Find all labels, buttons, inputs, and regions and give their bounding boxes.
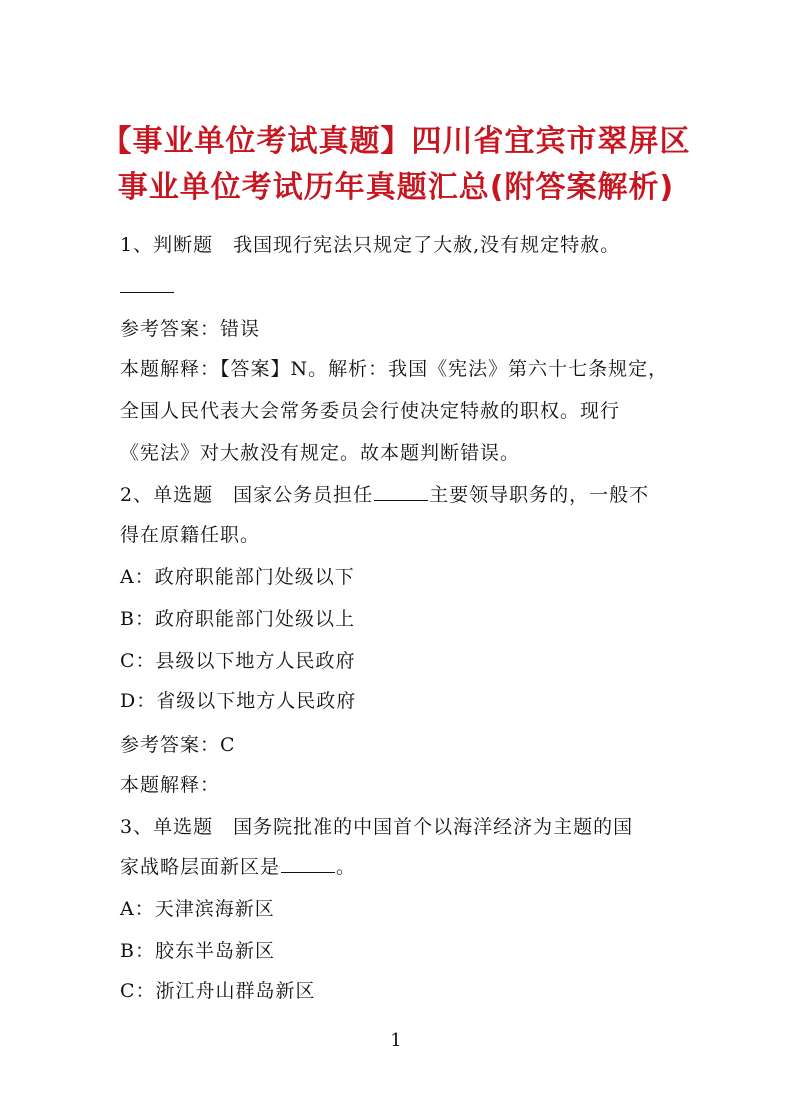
question-2-option-b: B：政府职能部门处级以上 bbox=[120, 608, 355, 630]
question-2-answer: 参考答案：C bbox=[120, 734, 236, 756]
question-2-option-c: C：县级以下地方人民政府 bbox=[120, 650, 356, 672]
question-1-text: 1、判断题 我国现行宪法只规定了大赦,没有规定特赦。 bbox=[120, 234, 621, 256]
question-3-option-b: B：胶东半岛新区 bbox=[120, 940, 275, 962]
question-3-option-a: A：天津滨海新区 bbox=[120, 898, 275, 920]
question-2-text-part-2: 主要领导职务的，一般不 bbox=[429, 484, 650, 506]
page-number: 1 bbox=[390, 1030, 402, 1051]
question-3-option-c: C：浙江舟山群岛新区 bbox=[120, 980, 316, 1002]
question-1-explanation-line-2: 全国人民代表大会常务委员会行使决定特赦的职权。现行 bbox=[120, 400, 621, 422]
answer-blank-line bbox=[120, 292, 174, 293]
question-3-text-continued bbox=[120, 852, 356, 879]
question-2-option-a: A：政府职能部门处级以下 bbox=[120, 566, 355, 588]
question-2-text bbox=[120, 480, 649, 507]
question-2-explanation: 本题解释： bbox=[120, 774, 221, 796]
question-3-text-part-3: 。 bbox=[336, 856, 357, 878]
question-1-answer: 参考答案：错误 bbox=[120, 318, 261, 340]
document-title-line-1: 【事业单位考试真题】四川省宜宾市翠屏区 bbox=[101, 124, 691, 159]
document-title-line-2: 事业单位考试历年真题汇总(附答案解析) bbox=[117, 170, 675, 205]
question-3-text-part-2: 家战略层面新区是 bbox=[120, 856, 281, 878]
fill-in-blank bbox=[281, 871, 335, 873]
question-1-explanation-line-1: 本题解释：【答案】N。解析：我国《宪法》第六十七条规定， bbox=[120, 358, 669, 380]
question-2-text-continued: 得在原籍任职。 bbox=[120, 524, 261, 546]
question-2-option-d: D：省级以下地方人民政府 bbox=[120, 690, 357, 712]
question-3-text: 3、单选题 国务院批准的中国首个以海洋经济为主题的国 bbox=[120, 816, 634, 838]
fill-in-blank bbox=[374, 499, 428, 501]
question-2-text-part-1: 2、单选题 国家公务员担任 bbox=[120, 484, 374, 506]
question-1-explanation-line-3: 《宪法》对大赦没有规定。故本题判断错误。 bbox=[120, 442, 521, 464]
